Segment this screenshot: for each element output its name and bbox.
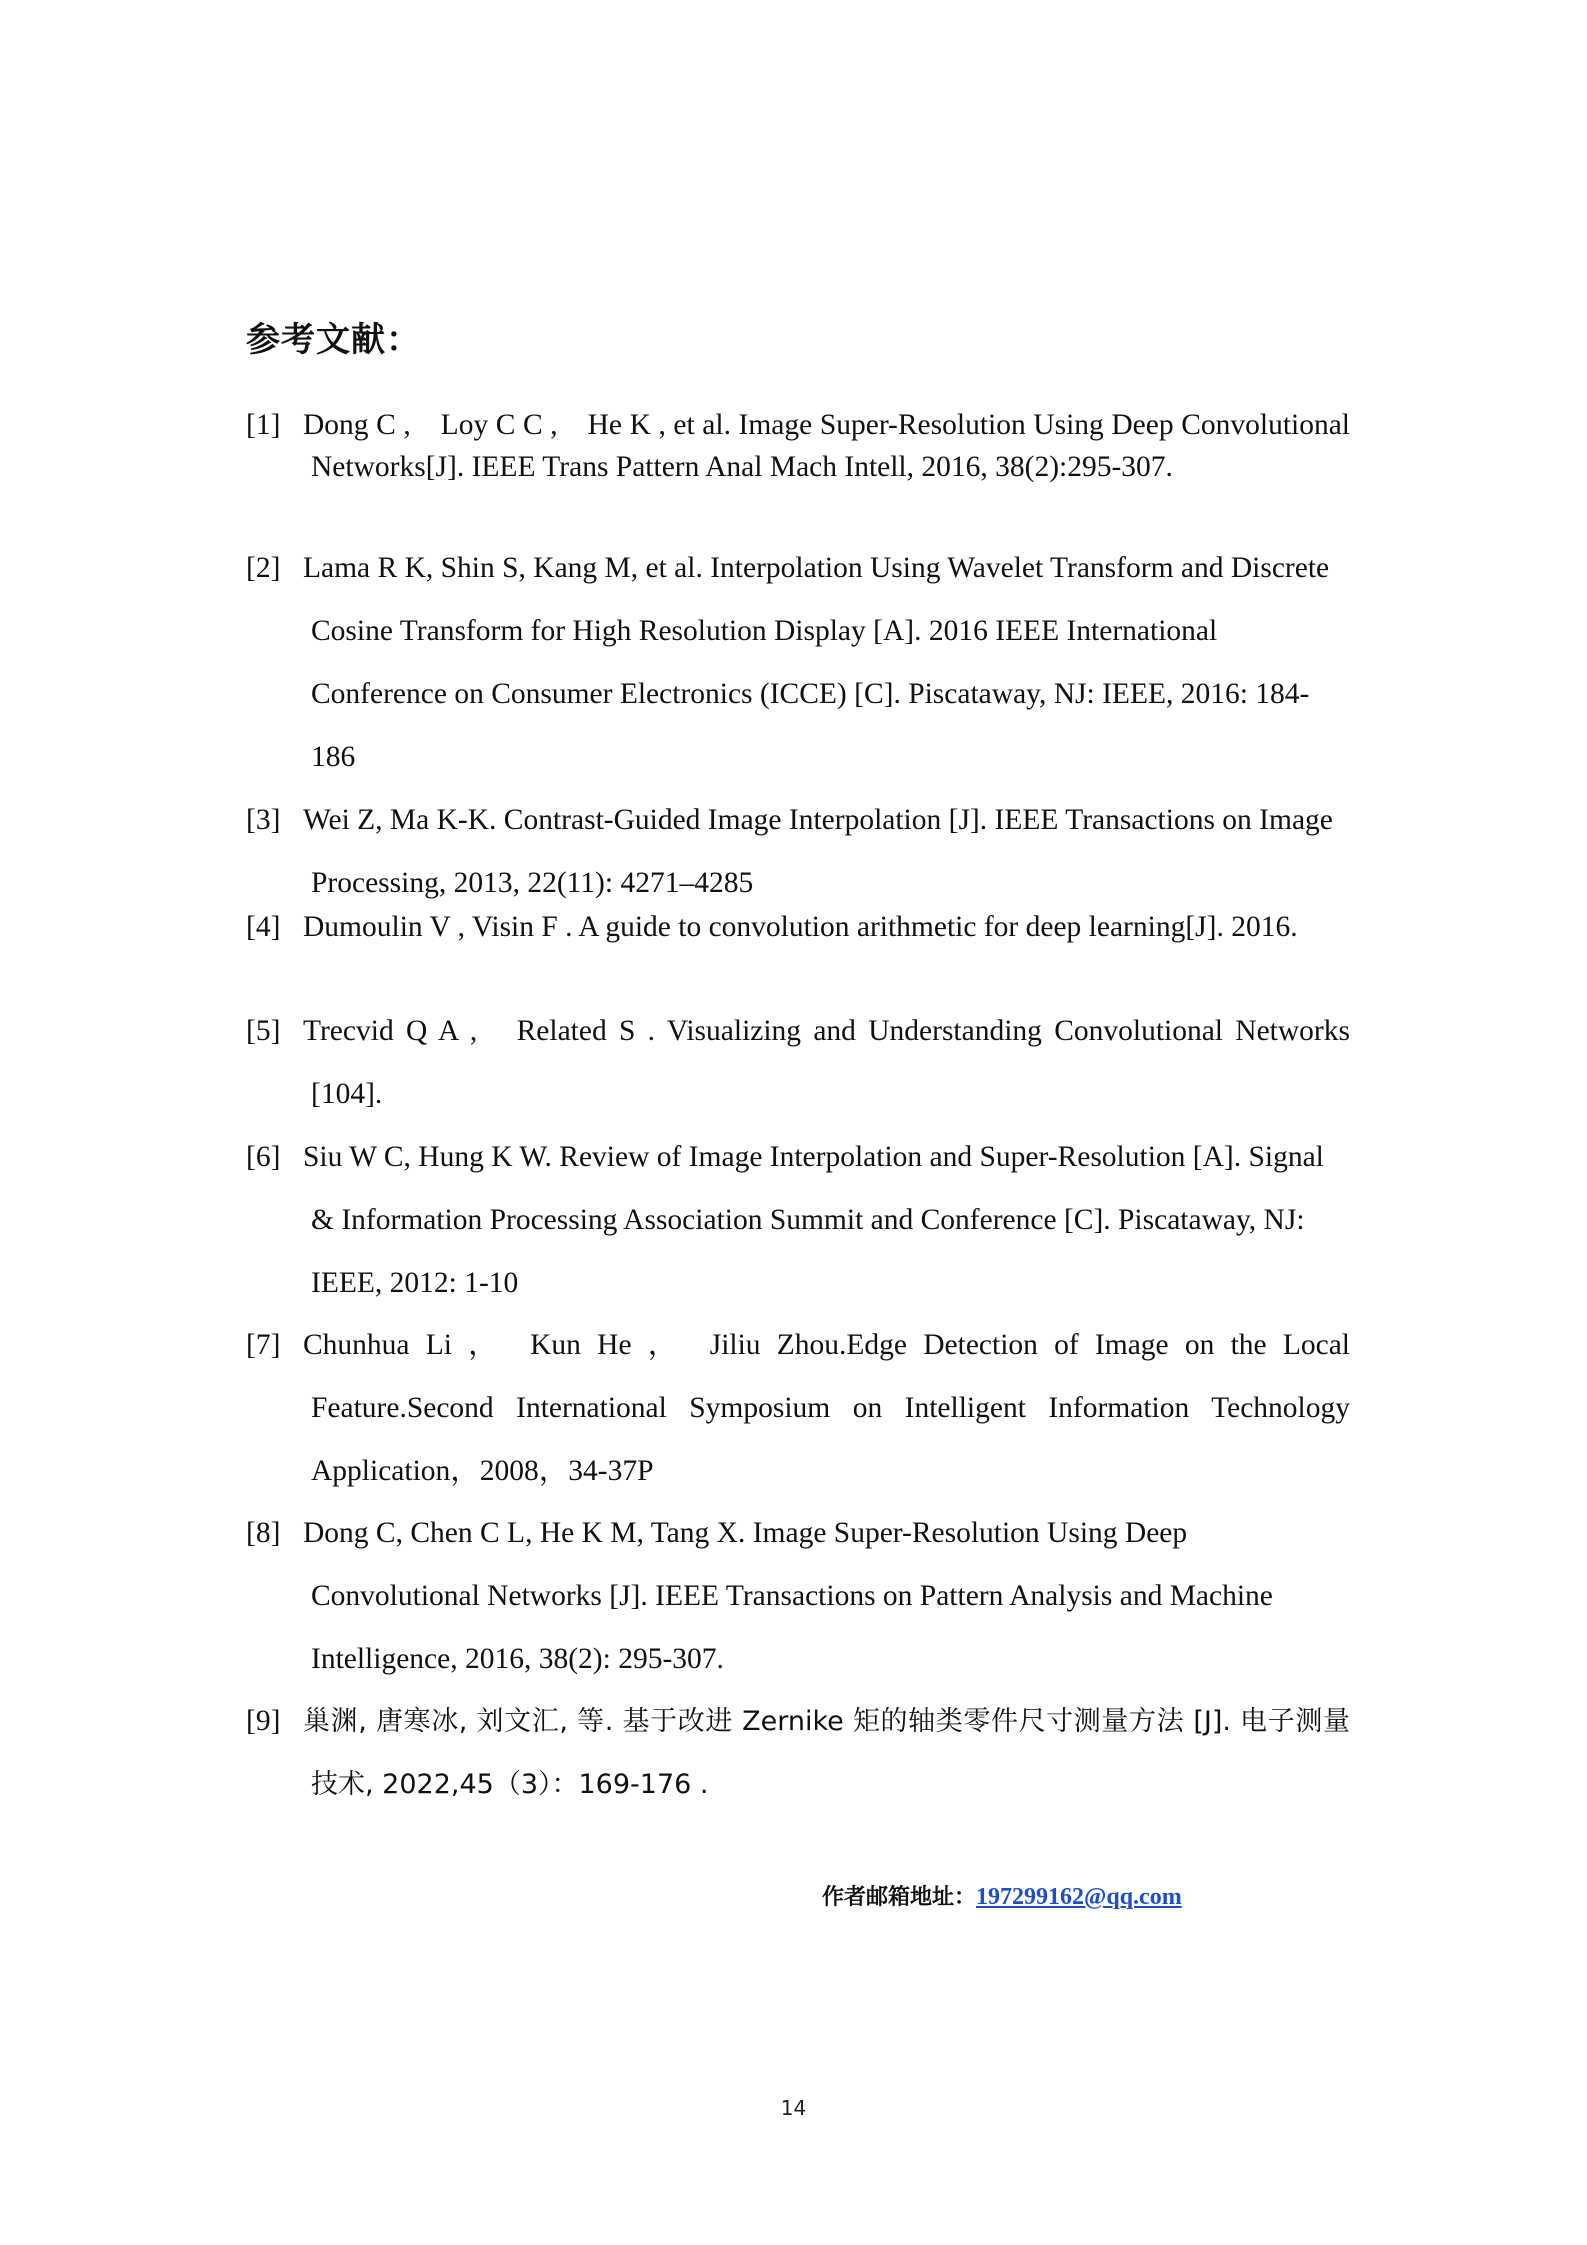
- reference-text: Wei Z, Ma K-K. Contrast-Guided Image Interpolation [J]. IEEE Transactions on Image Processing, 2013, 22(11): 4271–4285: [303, 804, 1333, 899]
- reference-item: [246, 1314, 1350, 1503]
- references-heading: 参考文献：: [246, 320, 421, 360]
- email-label: 作者邮箱地址：: [822, 1885, 977, 1910]
- reference-number: [7]: [246, 1329, 281, 1361]
- author-email-line: [822, 1880, 1182, 1911]
- reference-text: Lama R K, Shin S, Kang M, et al. Interpolation Using Wavelet Transform and Discrete Cosine Transform for High Resolution Display [A]. 2016 IEEE International Conference on Consumer Electronics (ICCE) [C]. Piscataway, NJ: IEEE, 2016: 184-186: [303, 552, 1330, 773]
- reference-number: [5]: [246, 1015, 281, 1047]
- page-number: 14: [780, 2096, 807, 2120]
- reference-text: Dumoulin V , Visin F . A guide to convolution arithmetic for deep learning[J]. 2016.: [303, 911, 1298, 943]
- reference-item: [246, 404, 1350, 488]
- reference-text: Chunhua Li ， Kun He ， Jiliu Zhou.Edge Detection of Image on the Local Feature.Second International Symposium on Intelligent Information Technology Application，2008，34-37P: [303, 1329, 1350, 1487]
- reference-number: [8]: [246, 1517, 281, 1549]
- reference-text: 巢渊, 唐寒冰, 刘文汇, 等. 基于改进 Zernike 矩的轴类零件尺寸测量方法 [J]. 电子测量技术, 2022,45（3）：169-176 .: [303, 1706, 1350, 1800]
- reference-item: [246, 1126, 1350, 1315]
- reference-number: [4]: [246, 911, 281, 943]
- reference-text: Dong C, Chen C L, He K M, Tang X. Image Super-Resolution Using Deep Convolutional Networks [J]. IEEE Transactions on Pattern Analysis and Machine Intelligence, 2016, 38(2): 295-307.: [303, 1517, 1273, 1675]
- reference-text: Siu W C, Hung K W. Review of Image Interpolation and Super-Resolution [A]. Signal & Information Processing Association Summit and Conference [C]. Piscataway, NJ: IEEE, 2012: 1-10: [303, 1141, 1324, 1299]
- reference-text: Dong C , Loy C C , He K , et al. Image Super-Resolution Using Deep Convolutional Networks[J]. IEEE Trans Pattern Anal Mach Intell, 2016, 38(2):295-307.: [303, 409, 1350, 483]
- reference-number: [3]: [246, 804, 281, 836]
- reference-number: [9]: [246, 1705, 281, 1737]
- reference-text: Trecvid Q A , Related S . Visualizing and Understanding Convolutional Networks [104].: [303, 1015, 1350, 1110]
- reference-number: [2]: [246, 552, 281, 584]
- reference-item: [246, 1000, 1350, 1126]
- reference-number: [6]: [246, 1141, 281, 1173]
- reference-item: [246, 1690, 1350, 1816]
- email-link[interactable]: 197299162@qq.com: [976, 1884, 1182, 1910]
- reference-item: [246, 537, 1350, 789]
- reference-item: [246, 1502, 1350, 1691]
- reference-item: [246, 789, 1350, 915]
- reference-item: [246, 906, 1350, 948]
- reference-number: [1]: [246, 409, 281, 441]
